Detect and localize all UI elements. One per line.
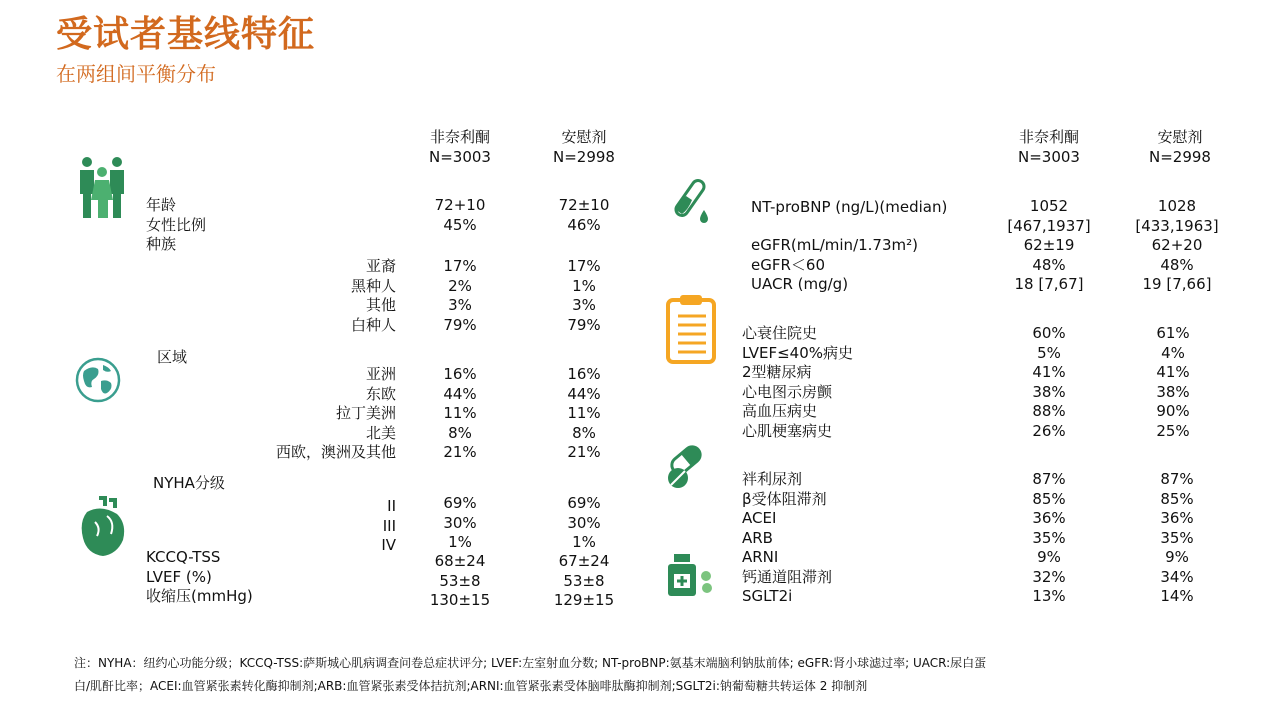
footnote-line1: 注：NYHA：纽约心功能分级；KCCQ-TSS:萨斯城心肌病调查问卷总症状评分; LVEF:左室射血分数; NT-proBNP:氨基末端脑利钠肽前体; eGFR:肾小球滤过率; UACR:尿白蛋 — [74, 656, 987, 670]
label: LVEF≤40%病史 — [742, 343, 853, 362]
label-ntprobnp: NT-proBNP (ng/L)(median) — [751, 198, 948, 216]
value: 88% — [1032, 402, 1066, 420]
demo-g1-values — [410, 196, 510, 235]
clinical-g2-values — [534, 552, 634, 611]
value: 38% — [1156, 382, 1190, 401]
value: 21% — [567, 443, 601, 461]
value: 1% — [448, 533, 472, 551]
label: 东欧 — [365, 384, 396, 403]
value: 45% — [443, 215, 477, 234]
value: 11% — [567, 404, 601, 422]
history-labels — [742, 324, 853, 441]
value: 11% — [443, 404, 477, 422]
value: 62±19 — [1023, 236, 1075, 254]
value: 30% — [443, 513, 477, 532]
value: 21% — [443, 443, 477, 461]
value: 2% — [448, 276, 472, 295]
value: 38% — [1032, 382, 1066, 401]
label-female: 女性比例 — [146, 215, 207, 234]
footnote-line2: 白/肌酐比率；ACEI:血管紧张素转化酶抑制剂;ARB:血管紧张素受体拮抗剂;ARNI:血管紧张素受体脑啡肽酶抑制剂;SGLT2i:钠葡萄糖共转运体 2 抑制剂 — [74, 679, 868, 693]
group1-n: N=3003 — [429, 147, 491, 166]
value: 34% — [1160, 567, 1194, 586]
value: 36% — [1032, 509, 1066, 527]
value: 85% — [1160, 489, 1194, 508]
demo-labels — [146, 196, 206, 255]
people-icon — [76, 154, 128, 220]
pills-icon — [664, 444, 708, 490]
value: 72±10 — [558, 196, 610, 214]
meds-g2-values — [1127, 470, 1227, 607]
value: 8% — [572, 423, 596, 442]
label: β受体阻滞剂 — [742, 489, 827, 508]
value: 46% — [567, 215, 601, 234]
clinical-labels — [146, 548, 253, 607]
labs-labels — [751, 236, 918, 295]
nyha-g2-values — [534, 494, 634, 553]
value: 16% — [443, 365, 477, 383]
value: 90% — [1156, 402, 1190, 420]
value: 14% — [1160, 587, 1194, 605]
label: UACR (mg/g) — [751, 275, 849, 293]
value: 30% — [567, 513, 601, 532]
heart-icon — [81, 496, 127, 556]
label: 其他 — [365, 296, 396, 314]
value: 8% — [448, 423, 472, 442]
group1-name: 非奈利酮 — [1018, 128, 1079, 146]
label: SGLT2i — [742, 587, 793, 605]
value: 87% — [1160, 470, 1194, 488]
page-subtitle: 在两组间平衡分布 — [56, 62, 216, 86]
group1-n: N=3003 — [1018, 147, 1080, 166]
region-labels — [196, 365, 396, 463]
clinical-g1-values — [410, 552, 510, 611]
value: 3% — [448, 296, 472, 314]
label: 2型糖尿病 — [742, 363, 812, 381]
value: 18 [7,67] — [1014, 275, 1084, 293]
globe-icon — [75, 357, 121, 403]
value: 4% — [1161, 343, 1185, 362]
label: 心衰住院史 — [742, 324, 818, 342]
value: 69% — [443, 494, 477, 512]
label: ARNI — [742, 548, 779, 566]
right-header-group2 — [1130, 128, 1230, 167]
value: 53±8 — [563, 571, 605, 590]
label: 白种人 — [350, 315, 396, 334]
value: 87% — [1032, 470, 1066, 488]
label: 拉丁美洲 — [335, 404, 396, 422]
nyha-labels — [296, 497, 396, 556]
value: 129±15 — [553, 591, 615, 609]
value: 79% — [567, 315, 601, 334]
label: 黑种人 — [350, 276, 396, 295]
medicine-bottle-icon — [666, 554, 716, 598]
group2-name: 安慰剂 — [561, 128, 607, 146]
label-race: 种族 — [146, 235, 177, 253]
value: 3% — [572, 296, 596, 314]
value: 67±24 — [558, 552, 610, 570]
value: 17% — [567, 257, 601, 275]
right-header-group1 — [999, 128, 1099, 167]
value: 1028 — [1157, 197, 1197, 215]
left-header-group2 — [534, 128, 634, 167]
clipboard-icon — [666, 294, 716, 364]
label-age: 年龄 — [146, 196, 177, 214]
group1-name: 非奈利酮 — [429, 128, 490, 146]
value: 35% — [1032, 528, 1066, 547]
nyha-heading: NYHA分级 — [153, 474, 225, 492]
label: 北美 — [365, 423, 396, 442]
page-title: 受试者基线特征 — [56, 14, 316, 55]
value: 36% — [1160, 509, 1194, 527]
region-g1-values — [410, 365, 510, 463]
race-g2-values — [534, 257, 634, 335]
value: 32% — [1032, 567, 1066, 586]
value: 44% — [443, 384, 477, 403]
label: 亚裔 — [365, 257, 396, 275]
label: 心电图示房颤 — [742, 382, 833, 401]
label: KCCQ-TSS — [146, 548, 221, 566]
value: 26% — [1032, 421, 1066, 440]
value: 35% — [1160, 528, 1194, 547]
label: 袢利尿剂 — [742, 470, 803, 488]
value: [467,1937] — [1007, 216, 1091, 235]
label: eGFR＜60 — [751, 255, 825, 274]
group2-n: N=2998 — [1149, 147, 1211, 166]
value: 16% — [567, 365, 601, 383]
value: 19 [7,66] — [1142, 275, 1212, 293]
label: 高血压病史 — [742, 402, 818, 420]
value: 48% — [1160, 255, 1194, 274]
value: 1% — [572, 533, 596, 551]
label: ARB — [742, 528, 773, 547]
race-g1-values — [410, 257, 510, 335]
test-tube-icon — [666, 180, 716, 226]
value: 85% — [1032, 489, 1066, 508]
region-g2-values — [534, 365, 634, 463]
value: 60% — [1032, 324, 1066, 342]
value: 17% — [443, 257, 477, 275]
label: 亚洲 — [365, 365, 396, 383]
value: 1052 — [1029, 197, 1069, 215]
region-heading: 区域 — [157, 348, 188, 366]
value: 9% — [1037, 548, 1061, 566]
meds-labels — [742, 470, 832, 607]
label: LVEF (%) — [146, 567, 212, 586]
value: 5% — [1037, 343, 1061, 362]
value: 1% — [572, 276, 596, 295]
nyha-g1-values — [410, 494, 510, 553]
group2-n: N=2998 — [553, 147, 615, 166]
value: 69% — [567, 494, 601, 512]
history-g1-values — [999, 324, 1099, 441]
value: 130±15 — [429, 591, 491, 609]
left-header-group1 — [410, 128, 510, 167]
value: 79% — [443, 315, 477, 334]
label: eGFR(mL/min/1.73m²) — [751, 236, 918, 254]
value: 61% — [1156, 324, 1190, 342]
value: 53±8 — [439, 571, 481, 590]
value: 9% — [1165, 548, 1189, 566]
label: 西欧，澳洲及其他 — [275, 443, 396, 461]
label: 心肌梗塞病史 — [742, 421, 833, 440]
history-g2-values — [1123, 324, 1223, 441]
group2-name: 安慰剂 — [1157, 128, 1203, 146]
value: 41% — [1156, 363, 1190, 381]
label: 钙通道阻滞剂 — [742, 567, 833, 586]
value: [433,1963] — [1135, 216, 1219, 235]
value: 68±24 — [434, 552, 486, 570]
value: 48% — [1032, 255, 1066, 274]
labs-g2-values — [1127, 197, 1227, 295]
label: 收缩压(mmHg) — [146, 587, 253, 605]
label: II — [387, 497, 396, 515]
value: 62+20 — [1151, 236, 1203, 254]
label: ACEI — [742, 509, 777, 527]
label: IV — [381, 536, 396, 554]
race-labels — [196, 257, 396, 335]
meds-g1-values — [999, 470, 1099, 607]
value: 13% — [1032, 587, 1066, 605]
value: 41% — [1032, 363, 1066, 381]
labs-g1-values — [999, 197, 1099, 295]
value: 72+10 — [434, 196, 486, 214]
demo-g2-values — [534, 196, 634, 235]
value: 25% — [1156, 421, 1190, 440]
label: III — [382, 516, 396, 535]
value: 44% — [567, 384, 601, 403]
